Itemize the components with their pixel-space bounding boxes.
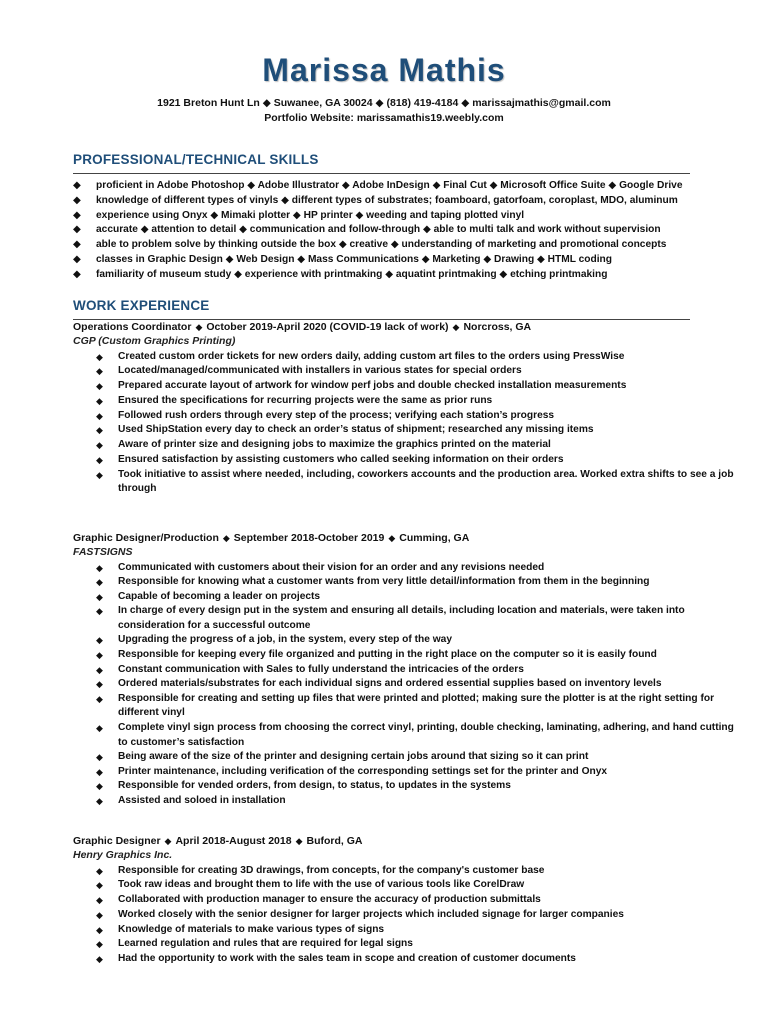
job-location: Norcross, GA [463, 321, 532, 333]
diamond-separator-icon: ◆ [195, 322, 203, 332]
list-item: ◆ Assisted and soloed in installation [73, 794, 738, 809]
diamond-bullet-icon: ◆ [96, 796, 103, 806]
diamond-bullet-icon: ◆ [96, 351, 103, 362]
diamond-separator-icon: ◆ [388, 533, 396, 543]
list-item: ◆ Ensured satisfaction by assisting customers who called seeking information on their orders [73, 453, 738, 468]
diamond-bullet-icon: ◆ [96, 591, 103, 602]
list-item: ◆ Used ShipStation every day to check an order’s status of shipment; researched any missing items [73, 423, 738, 438]
diamond-bullet-icon: ◆ [96, 440, 103, 450]
job-header [73, 835, 738, 849]
list-item: ◆ Ordered materials/substrates for each individual signs and ordered essential supplies based on inventory levels [73, 677, 738, 692]
job-dates: April 2018-August 2018 [175, 835, 292, 847]
contact-block [0, 96, 768, 125]
list-item: ◆ Capable of becoming a leader on projects [73, 590, 738, 605]
diamond-bullet-icon: ◆ [96, 469, 103, 480]
list-item: ◆ Learned regulation and rules that are required for legal signs [73, 937, 738, 952]
job-bullets [73, 350, 738, 498]
list-item: ◆ Communicated with customers about their vision for an order and any revisions needed [73, 561, 738, 576]
skills-divider [73, 173, 690, 174]
job-entry [73, 532, 738, 809]
diamond-bullet-icon: ◆ [96, 895, 103, 905]
diamond-bullet-icon: ◆ [96, 664, 103, 675]
diamond-bullet-icon: ◆ [73, 194, 81, 206]
diamond-separator-icon: ◆ [222, 533, 230, 543]
diamond-bullet-icon: ◆ [73, 180, 81, 191]
list-item: ◆ Prepared accurate layout of artwork for window perf jobs and double checked installation measurements [73, 379, 738, 394]
skill-item: ◆ accurate ◆ attention to detail ◆ communication and follow-through ◆ able to multi talk and work without supervision [73, 224, 661, 236]
diamond-bullet-icon: ◆ [96, 454, 103, 465]
diamond-bullet-icon: ◆ [96, 766, 103, 777]
list-item: ◆ Located/managed/communicated with installers in various states for special orders [73, 364, 738, 379]
list-item: ◆ Ensured the specifications for recurring projects were the same as prior runs [73, 394, 738, 409]
job-location: Buford, GA [306, 835, 363, 847]
job-entry [73, 321, 738, 497]
diamond-separator-icon: ◆ [164, 836, 172, 846]
list-item: ◆ Took raw ideas and brought them to life with the use of various tools like CorelDraw [73, 878, 738, 893]
job-bullets [73, 864, 738, 967]
list-item: ◆ Aware of printer size and designing jobs to maximize the graphics printed on the material [73, 438, 738, 453]
list-item: ◆ Responsible for knowing what a customer wants from very little detail/information from them in the beginning [73, 575, 738, 590]
diamond-bullet-icon: ◆ [73, 253, 81, 265]
job-location: Cumming, GA [399, 532, 470, 544]
skill-item: ◆ knowledge of different types of vinyls ◆ different types of substrates; foamboard, gatorfoam, coroplast, MDO, aluminum [73, 194, 678, 206]
diamond-bullet-icon: ◆ [96, 723, 103, 734]
job-entry [73, 835, 738, 967]
diamond-bullet-icon: ◆ [96, 577, 103, 588]
diamond-separator-icon: ◆ [452, 322, 460, 332]
list-item: ◆ Responsible for vended orders, from design, to status, to updates in the systems [73, 779, 738, 794]
skill-item: ◆ familiarity of museum study ◆ experience with printmaking ◆ aquatint printmaking ◆ etching printmaking [73, 268, 608, 280]
diamond-bullet-icon: ◆ [96, 395, 103, 406]
skill-item: ◆ classes in Graphic Design ◆ Web Design ◆ Mass Communications ◆ Marketing ◆ Drawing ◆ HTML coding [73, 253, 613, 265]
diamond-bullet-icon: ◆ [96, 693, 103, 704]
work-section-title: WORK EXPERIENCE [73, 298, 210, 313]
job-dates: October 2019-April 2020 (COVID-19 lack of work) [206, 321, 449, 333]
diamond-bullet-icon: ◆ [96, 410, 103, 421]
list-item: ◆ Created custom order tickets for new orders daily, adding custom art files to the orders using PressWise [73, 350, 738, 365]
diamond-bullet-icon: ◆ [96, 366, 103, 377]
skill-item: ◆ able to problem solve by thinking outside the box ◆ creative ◆ understanding of marketing and promotional concepts [73, 239, 667, 250]
diamond-bullet-icon: ◆ [96, 381, 103, 391]
list-item: ◆ Responsible for creating 3D drawings, from concepts, for the company's customer base [73, 864, 738, 879]
diamond-bullet-icon: ◆ [96, 939, 103, 950]
diamond-bullet-icon: ◆ [96, 781, 103, 792]
job-dates: September 2018-October 2019 [233, 532, 385, 544]
skill-item: ◆ proficient in Adobe Photoshop ◆ Adobe Illustrator ◆ Adobe InDesign ◆ Final Cut ◆ Microsoft Office Suite ◆ Google Drive [73, 180, 683, 191]
job-company: Henry Graphics Inc. [73, 848, 173, 861]
list-item: ◆ Collaborated with production manager to ensure the accuracy of production submittals [73, 893, 738, 908]
list-item: ◆ Responsible for creating and setting up files that were printed and plotted; making sure the plotter is at the right setting for different vinyl [96, 692, 715, 719]
diamond-bullet-icon: ◆ [96, 909, 103, 920]
diamond-bullet-icon: ◆ [73, 209, 81, 221]
diamond-bullet-icon: ◆ [96, 865, 103, 876]
diamond-bullet-icon: ◆ [96, 954, 103, 964]
diamond-bullet-icon: ◆ [73, 268, 81, 280]
job-role: Operations Coordinator [73, 321, 192, 333]
job-company: FASTSIGNS [73, 545, 133, 558]
job-header [73, 321, 738, 335]
job-bullets [73, 561, 738, 809]
list-item: ◆ Followed rush orders through every step of the process; verifying each station’s progress [73, 409, 738, 424]
list-item: ◆ Complete vinyl sign process from choosing the correct vinyl, printing, double checking, laminating, adhering, and hand cutting to customer’s satisfaction [96, 722, 734, 748]
list-item: ◆ In charge of every design put in the system and ensuring all details, including location and materials, were taken into consideration for a successful outcome [96, 605, 685, 631]
diamond-bullet-icon: ◆ [96, 606, 103, 617]
contact-line: 1921 Breton Hunt Ln ◆ Suwanee, GA 30024 ◆ (818) 419-4184 ◆ marissajmathis@gmail.com [157, 97, 611, 109]
job-header [73, 532, 738, 546]
diamond-bullet-icon: ◆ [96, 650, 103, 661]
diamond-bullet-icon: ◆ [73, 224, 81, 236]
resume-name: Marissa Mathis [262, 52, 506, 88]
job-role: Graphic Designer [73, 835, 161, 847]
work-divider [73, 319, 690, 320]
skills-list [73, 180, 733, 283]
list-item: ◆ Printer maintenance, including verification of the corresponding settings set for the printer and Onyx [73, 765, 738, 780]
diamond-bullet-icon: ◆ [96, 679, 103, 690]
portfolio-line: Portfolio Website: marissamathis19.weebly.com [264, 111, 504, 124]
list-item: ◆ Upgrading the progress of a job, in the system, every step of the way [73, 633, 738, 648]
diamond-bullet-icon: ◆ [96, 880, 103, 891]
diamond-bullet-icon: ◆ [96, 752, 103, 763]
list-item: ◆ Responsible for keeping every file organized and putting in the right place on the computer so it is easily found [73, 648, 738, 663]
skills-section-title: PROFESSIONAL/TECHNICAL SKILLS [73, 152, 319, 167]
diamond-bullet-icon: ◆ [96, 562, 103, 573]
diamond-bullet-icon: ◆ [96, 635, 103, 646]
diamond-separator-icon: ◆ [295, 836, 303, 846]
list-item: ◆ Worked closely with the senior designer for larger projects which included signage for larger companies [73, 908, 738, 923]
job-company: CGP (Custom Graphics Printing) [73, 334, 236, 347]
list-item: ◆ Being aware of the size of the printer and designing certain jobs around that sizing so it can print [73, 750, 738, 765]
diamond-bullet-icon: ◆ [96, 425, 103, 436]
job-role: Graphic Designer/Production [73, 532, 219, 544]
list-item: ◆ Constant communication with Sales to fully understand the intricacies of the orders [73, 663, 738, 678]
diamond-bullet-icon: ◆ [96, 924, 103, 935]
list-item: ◆ Took initiative to assist where needed, including, coworkers accounts and the production area. Worked extra shifts to see a job through [96, 468, 734, 495]
list-item: ◆ Had the opportunity to work with the sales team in scope and creation of customer documents [73, 952, 738, 967]
list-item: ◆ Knowledge of materials to make various types of signs [73, 923, 738, 938]
diamond-bullet-icon: ◆ [73, 239, 81, 250]
skill-item: ◆ experience using Onyx ◆ Mimaki plotter ◆ HP printer ◆ weeding and taping plotted vinyl [73, 209, 525, 221]
